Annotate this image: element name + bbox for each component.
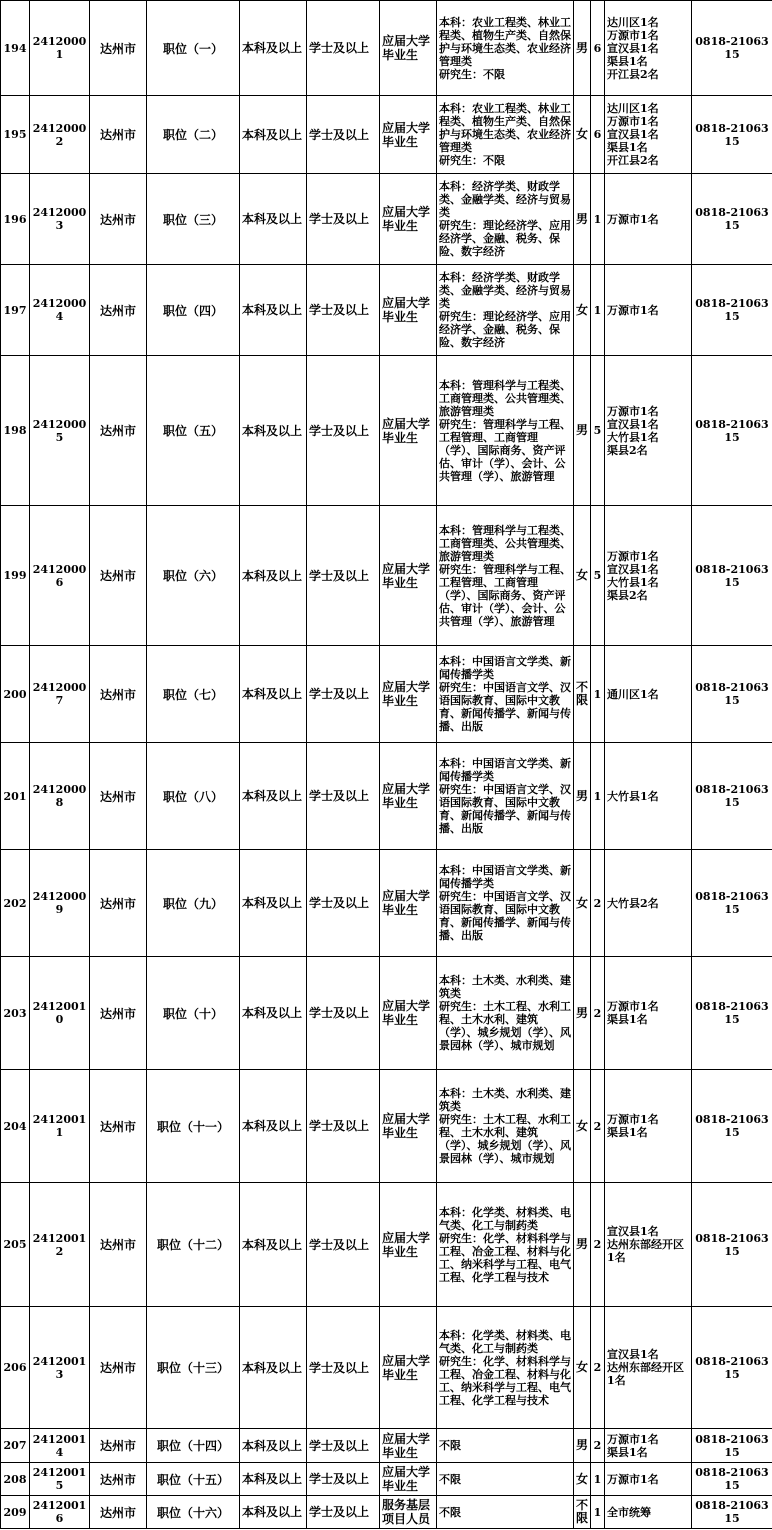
- recruiting-city: 达州市: [90, 1183, 147, 1307]
- position-title: 职位（六）: [147, 506, 240, 646]
- degree-requirement: 学士及以上: [307, 957, 380, 1070]
- hire-count: 2: [591, 1183, 605, 1307]
- contact-phone: 0818-2106315: [692, 1463, 772, 1496]
- gender-requirement: 男: [574, 1, 591, 96]
- degree-requirement: 学士及以上: [307, 174, 380, 265]
- contact-phone: 0818-2106315: [692, 743, 772, 850]
- position-code: 24120010: [30, 957, 90, 1070]
- position-title: 职位（三）: [147, 174, 240, 265]
- quota-distribution: 万源市1名: [605, 265, 692, 356]
- contact-phone: 0818-2106315: [692, 646, 772, 743]
- position-code: 24120014: [30, 1429, 90, 1463]
- degree-requirement: 学士及以上: [307, 743, 380, 850]
- table-row: [1, 265, 772, 356]
- position-title: 职位（七）: [147, 646, 240, 743]
- degree-requirement: 学士及以上: [307, 1496, 380, 1529]
- row-number: 207: [1, 1429, 30, 1463]
- table-row: [1, 850, 772, 957]
- education-requirement: 本科及以上: [240, 646, 307, 743]
- target-candidates: 应届大学毕业生: [380, 1, 437, 96]
- row-number: 205: [1, 1183, 30, 1307]
- target-candidates: 应届大学毕业生: [380, 850, 437, 957]
- major-requirement: 本科：管理科学与工程类、工商管理类、公共管理类、旅游管理类 研究生：管理科学与工程、工程管理、工商管理（学）、国际商务、资产评估、审计（学）、会计、公共管理（学）、旅游管理: [437, 356, 574, 506]
- table-row: [1, 96, 772, 174]
- quota-distribution: 万源市1名 宣汉县1名 大竹县1名 渠县2名: [605, 356, 692, 506]
- target-candidates: 应届大学毕业生: [380, 174, 437, 265]
- education-requirement: 本科及以上: [240, 1496, 307, 1529]
- position-title: 职位（十二）: [147, 1183, 240, 1307]
- table-row: [1, 646, 772, 743]
- major-requirement: 本科：中国语言文学类、新闻传播学类 研究生：中国语言文学、汉语国际教育、国际中文教育、新闻传播学、新闻与传播、出版: [437, 646, 574, 743]
- recruiting-city: 达州市: [90, 1463, 147, 1496]
- position-title: 职位（十）: [147, 957, 240, 1070]
- major-requirement: 不限: [437, 1496, 574, 1529]
- position-title: 职位（一）: [147, 1, 240, 96]
- row-number: 197: [1, 265, 30, 356]
- row-number: 198: [1, 356, 30, 506]
- table-row: [1, 1070, 772, 1183]
- hire-count: 2: [591, 1429, 605, 1463]
- position-code: 24120013: [30, 1307, 90, 1429]
- row-number: 204: [1, 1070, 30, 1183]
- hire-count: 1: [591, 1496, 605, 1529]
- education-requirement: 本科及以上: [240, 174, 307, 265]
- contact-phone: 0818-2106315: [692, 96, 772, 174]
- degree-requirement: 学士及以上: [307, 1183, 380, 1307]
- quota-distribution: 达川区1名 万源市1名 宣汉县1名 渠县1名 开江县2名: [605, 1, 692, 96]
- recruiting-city: 达州市: [90, 743, 147, 850]
- quota-distribution: 万源市1名 宣汉县1名 大竹县1名 渠县2名: [605, 506, 692, 646]
- quota-distribution: 万源市1名 渠县1名: [605, 1070, 692, 1183]
- row-number: 199: [1, 506, 30, 646]
- quota-distribution: 全市统筹: [605, 1496, 692, 1529]
- gender-requirement: 女: [574, 850, 591, 957]
- quota-distribution: 万源市1名: [605, 1463, 692, 1496]
- degree-requirement: 学士及以上: [307, 356, 380, 506]
- table-row: [1, 356, 772, 506]
- quota-distribution: 大竹县1名: [605, 743, 692, 850]
- hire-count: 6: [591, 1, 605, 96]
- position-code: 24120008: [30, 743, 90, 850]
- contact-phone: 0818-2106315: [692, 850, 772, 957]
- major-requirement: 本科：农业工程类、林业工程类、植物生产类、自然保护与环境生态类、农业经济管理类 研究生：不限: [437, 96, 574, 174]
- table-row: [1, 1496, 772, 1529]
- education-requirement: 本科及以上: [240, 1183, 307, 1307]
- contact-phone: 0818-2106315: [692, 1070, 772, 1183]
- position-title: 职位（十六）: [147, 1496, 240, 1529]
- row-number: 206: [1, 1307, 30, 1429]
- position-title: 职位（十五）: [147, 1463, 240, 1496]
- gender-requirement: 女: [574, 1070, 591, 1183]
- target-candidates: 应届大学毕业生: [380, 1307, 437, 1429]
- target-candidates: 应届大学毕业生: [380, 265, 437, 356]
- major-requirement: 本科：化学类、材料类、电气类、化工与制药类 研究生：化学、材料科学与工程、冶金工程、材料与化工、纳米科学与工程、电气工程、化学工程与技术: [437, 1183, 574, 1307]
- education-requirement: 本科及以上: [240, 850, 307, 957]
- target-candidates: 应届大学毕业生: [380, 356, 437, 506]
- table-row: [1, 1429, 772, 1463]
- degree-requirement: 学士及以上: [307, 850, 380, 957]
- gender-requirement: 不限: [574, 1496, 591, 1529]
- major-requirement: 本科：土木类、水利类、建筑类 研究生：土木工程、水利工程、土木水利、建筑（学）、城乡规划（学）、风景园林（学）、城市规划: [437, 957, 574, 1070]
- hire-count: 1: [591, 265, 605, 356]
- hire-count: 5: [591, 356, 605, 506]
- table-row: [1, 506, 772, 646]
- quota-distribution: 万源市1名 渠县1名: [605, 1429, 692, 1463]
- table-row: [1, 1307, 772, 1429]
- gender-requirement: 男: [574, 356, 591, 506]
- table-row: [1, 743, 772, 850]
- row-number: 203: [1, 957, 30, 1070]
- education-requirement: 本科及以上: [240, 957, 307, 1070]
- target-candidates: 应届大学毕业生: [380, 1463, 437, 1496]
- degree-requirement: 学士及以上: [307, 1070, 380, 1183]
- degree-requirement: 学士及以上: [307, 1, 380, 96]
- recruiting-city: 达州市: [90, 850, 147, 957]
- gender-requirement: 男: [574, 957, 591, 1070]
- recruiting-city: 达州市: [90, 96, 147, 174]
- row-number: 194: [1, 1, 30, 96]
- degree-requirement: 学士及以上: [307, 96, 380, 174]
- gender-requirement: 女: [574, 1307, 591, 1429]
- row-number: 196: [1, 174, 30, 265]
- education-requirement: 本科及以上: [240, 1070, 307, 1183]
- major-requirement: 本科：土木类、水利类、建筑类 研究生：土木工程、水利工程、土木水利、建筑（学）、城乡规划（学）、风景园林（学）、城市规划: [437, 1070, 574, 1183]
- recruiting-city: 达州市: [90, 1307, 147, 1429]
- recruiting-city: 达州市: [90, 1070, 147, 1183]
- position-code: 24120005: [30, 356, 90, 506]
- position-code: 24120011: [30, 1070, 90, 1183]
- major-requirement: 本科：化学类、材料类、电气类、化工与制药类 研究生：化学、材料科学与工程、冶金工程、材料与化工、纳米科学与工程、电气工程、化学工程与技术: [437, 1307, 574, 1429]
- target-candidates: 应届大学毕业生: [380, 646, 437, 743]
- gender-requirement: 女: [574, 96, 591, 174]
- position-code: 24120004: [30, 265, 90, 356]
- position-code: 24120012: [30, 1183, 90, 1307]
- recruiting-city: 达州市: [90, 506, 147, 646]
- row-number: 202: [1, 850, 30, 957]
- recruiting-city: 达州市: [90, 1496, 147, 1529]
- table-row: [1, 1, 772, 96]
- position-title: 职位（十一）: [147, 1070, 240, 1183]
- degree-requirement: 学士及以上: [307, 646, 380, 743]
- hire-count: 1: [591, 646, 605, 743]
- recruiting-city: 达州市: [90, 1, 147, 96]
- contact-phone: 0818-2106315: [692, 506, 772, 646]
- education-requirement: 本科及以上: [240, 1463, 307, 1496]
- degree-requirement: 学士及以上: [307, 1307, 380, 1429]
- position-title: 职位（二）: [147, 96, 240, 174]
- position-code: 24120002: [30, 96, 90, 174]
- row-number: 201: [1, 743, 30, 850]
- gender-requirement: 男: [574, 1429, 591, 1463]
- position-code: 24120015: [30, 1463, 90, 1496]
- hire-count: 5: [591, 506, 605, 646]
- contact-phone: 0818-2106315: [692, 1, 772, 96]
- table-row: [1, 1183, 772, 1307]
- row-number: 209: [1, 1496, 30, 1529]
- target-candidates: 应届大学毕业生: [380, 506, 437, 646]
- contact-phone: 0818-2106315: [692, 957, 772, 1070]
- gender-requirement: 男: [574, 174, 591, 265]
- contact-phone: 0818-2106315: [692, 356, 772, 506]
- contact-phone: 0818-2106315: [692, 1496, 772, 1529]
- education-requirement: 本科及以上: [240, 1429, 307, 1463]
- education-requirement: 本科及以上: [240, 506, 307, 646]
- major-requirement: 本科：中国语言文学类、新闻传播学类 研究生：中国语言文学、汉语国际教育、国际中文教育、新闻传播学、新闻与传播、出版: [437, 743, 574, 850]
- major-requirement: 不限: [437, 1463, 574, 1496]
- quota-distribution: 宣汉县1名 达州东部经开区1名: [605, 1307, 692, 1429]
- target-candidates: 应届大学毕业生: [380, 1429, 437, 1463]
- hire-count: 2: [591, 850, 605, 957]
- major-requirement: 本科：管理科学与工程类、工商管理类、公共管理类、旅游管理类 研究生：管理科学与工程、工程管理、工商管理（学）、国际商务、资产评估、审计（学）、会计、公共管理（学）、旅游管理: [437, 506, 574, 646]
- target-candidates: 应届大学毕业生: [380, 957, 437, 1070]
- hire-count: 1: [591, 174, 605, 265]
- hire-count: 2: [591, 1070, 605, 1183]
- gender-requirement: 男: [574, 743, 591, 850]
- recruiting-city: 达州市: [90, 957, 147, 1070]
- education-requirement: 本科及以上: [240, 1, 307, 96]
- position-title: 职位（十四）: [147, 1429, 240, 1463]
- position-code: 24120003: [30, 174, 90, 265]
- hire-count: 2: [591, 1307, 605, 1429]
- major-requirement: 本科：经济学类、财政学类、金融学类、经济与贸易类 研究生：理论经济学、应用经济学、金融、税务、保险、数字经济: [437, 174, 574, 265]
- position-title: 职位（五）: [147, 356, 240, 506]
- education-requirement: 本科及以上: [240, 1307, 307, 1429]
- degree-requirement: 学士及以上: [307, 1463, 380, 1496]
- major-requirement: 本科：农业工程类、林业工程类、植物生产类、自然保护与环境生态类、农业经济管理类 研究生：不限: [437, 1, 574, 96]
- table-body: [1, 1, 772, 1529]
- contact-phone: 0818-2106315: [692, 174, 772, 265]
- recruiting-city: 达州市: [90, 174, 147, 265]
- gender-requirement: 男: [574, 1183, 591, 1307]
- target-candidates: 应届大学毕业生: [380, 1183, 437, 1307]
- position-title: 职位（八）: [147, 743, 240, 850]
- contact-phone: 0818-2106315: [692, 265, 772, 356]
- contact-phone: 0818-2106315: [692, 1183, 772, 1307]
- quota-distribution: 万源市1名: [605, 174, 692, 265]
- recruiting-city: 达州市: [90, 646, 147, 743]
- quota-distribution: 万源市1名 渠县1名: [605, 957, 692, 1070]
- target-candidates: 应届大学毕业生: [380, 1070, 437, 1183]
- target-candidates: 应届大学毕业生: [380, 743, 437, 850]
- position-code: 24120001: [30, 1, 90, 96]
- gender-requirement: 女: [574, 1463, 591, 1496]
- table-row: [1, 1463, 772, 1496]
- degree-requirement: 学士及以上: [307, 506, 380, 646]
- position-title: 职位（四）: [147, 265, 240, 356]
- hire-count: 1: [591, 743, 605, 850]
- position-code: 24120009: [30, 850, 90, 957]
- major-requirement: 不限: [437, 1429, 574, 1463]
- major-requirement: 本科：经济学类、财政学类、金融学类、经济与贸易类 研究生：理论经济学、应用经济学、金融、税务、保险、数字经济: [437, 265, 574, 356]
- contact-phone: 0818-2106315: [692, 1307, 772, 1429]
- table-row: [1, 957, 772, 1070]
- row-number: 208: [1, 1463, 30, 1496]
- degree-requirement: 学士及以上: [307, 265, 380, 356]
- position-title: 职位（十三）: [147, 1307, 240, 1429]
- education-requirement: 本科及以上: [240, 265, 307, 356]
- contact-phone: 0818-2106315: [692, 1429, 772, 1463]
- target-candidates: 服务基层项目人员: [380, 1496, 437, 1529]
- quota-distribution: 通川区1名: [605, 646, 692, 743]
- hire-count: 1: [591, 1463, 605, 1496]
- table-row: [1, 174, 772, 265]
- gender-requirement: 女: [574, 265, 591, 356]
- quota-distribution: 大竹县2名: [605, 850, 692, 957]
- major-requirement: 本科：中国语言文学类、新闻传播学类 研究生：中国语言文学、汉语国际教育、国际中文教育、新闻传播学、新闻与传播、出版: [437, 850, 574, 957]
- gender-requirement: 不限: [574, 646, 591, 743]
- degree-requirement: 学士及以上: [307, 1429, 380, 1463]
- position-title: 职位（九）: [147, 850, 240, 957]
- position-code: 24120007: [30, 646, 90, 743]
- education-requirement: 本科及以上: [240, 743, 307, 850]
- row-number: 195: [1, 96, 30, 174]
- position-code: 24120006: [30, 506, 90, 646]
- recruiting-city: 达州市: [90, 1429, 147, 1463]
- quota-distribution: 宣汉县1名 达州东部经开区1名: [605, 1183, 692, 1307]
- position-code: 24120016: [30, 1496, 90, 1529]
- education-requirement: 本科及以上: [240, 356, 307, 506]
- hire-count: 6: [591, 96, 605, 174]
- recruiting-city: 达州市: [90, 265, 147, 356]
- quota-distribution: 达川区1名 万源市1名 宣汉县1名 渠县1名 开江县2名: [605, 96, 692, 174]
- education-requirement: 本科及以上: [240, 96, 307, 174]
- hire-count: 2: [591, 957, 605, 1070]
- target-candidates: 应届大学毕业生: [380, 96, 437, 174]
- row-number: 200: [1, 646, 30, 743]
- gender-requirement: 女: [574, 506, 591, 646]
- recruiting-city: 达州市: [90, 356, 147, 506]
